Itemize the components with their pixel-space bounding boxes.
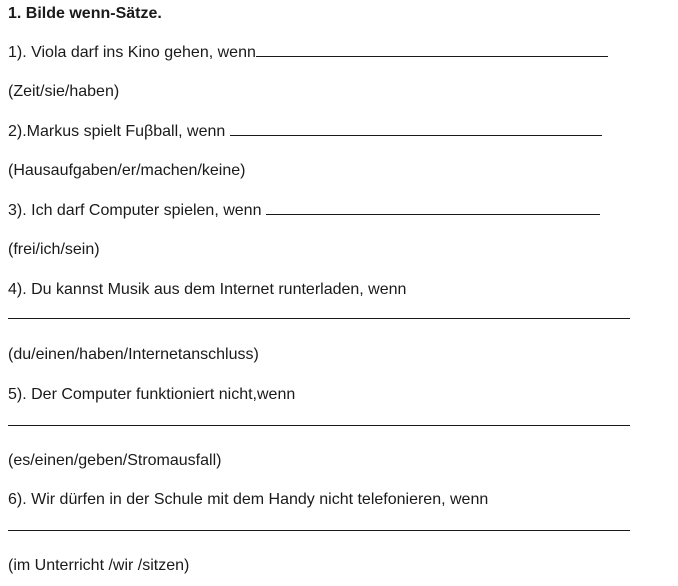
item-5-answer-line[interactable]	[8, 425, 630, 426]
item-1-sentence: 1). Viola darf ins Kino gehen, wenn	[8, 44, 256, 61]
item-4-answer-line[interactable]	[8, 318, 630, 319]
exercise-item-6	[8, 490, 488, 510]
item-4-hint: (du/einen/haben/Internetanschluss)	[8, 346, 259, 363]
item-3-answer-blank[interactable]	[266, 200, 600, 215]
item-6-hint: (im Unterricht /wir /sitzen)	[8, 557, 190, 574]
item-2-sentence: 2).Markus spielt Fuβball, wenn	[8, 123, 226, 140]
item-2-hint: (Hausaufgaben/er/machen/keine)	[8, 162, 246, 179]
exercise-item-5	[8, 385, 295, 405]
item-5-sentence: 5). Der Computer funktioniert nicht,wenn	[8, 386, 296, 403]
item-4-sentence: 4). Du kannst Musik aus dem Internet runterladen, wenn	[8, 281, 407, 298]
item-3-hint: (frei/ich/sein)	[8, 241, 100, 258]
exercise-item-1	[8, 42, 608, 63]
exercise-item-4	[8, 280, 406, 300]
exercise-item-2	[8, 121, 602, 142]
item-2-answer-blank[interactable]	[230, 121, 602, 136]
item-3-sentence: 3). Ich darf Computer spielen, wenn	[8, 202, 262, 219]
item-6-answer-line[interactable]	[8, 530, 630, 531]
exercise-item-3	[8, 200, 600, 221]
item-5-hint: (es/einen/geben/Stromausfall)	[8, 452, 222, 469]
item-1-hint: (Zeit/sie/haben)	[8, 83, 120, 100]
item-6-sentence: 6). Wir dürfen in der Schule mit dem Handy nicht telefonieren, wenn	[8, 491, 489, 508]
exercise-title: 1. Bilde wenn-Sätze.	[8, 5, 162, 22]
item-1-answer-blank[interactable]	[256, 42, 608, 57]
